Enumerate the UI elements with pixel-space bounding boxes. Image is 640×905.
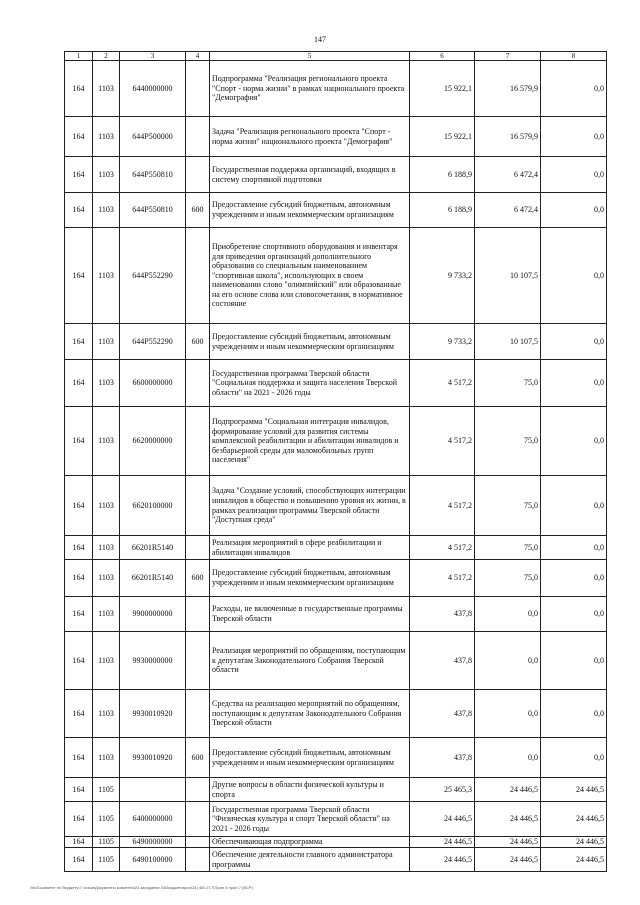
department-code-cell: 164 (65, 597, 93, 632)
section-code-cell: 1105 (93, 778, 120, 802)
amount-col6-cell: 24 446,5 (410, 837, 475, 848)
budget-table (64, 51, 607, 872)
amount-col8-cell: 0,0 (541, 61, 607, 117)
amount-col7-cell: 16 579,9 (475, 61, 541, 117)
item-name-cell: Предоставление субсидий бюджетным, автономным учреждениям и иным некоммерческим организациям (210, 560, 410, 597)
amount-col8-cell: 0,0 (541, 690, 607, 738)
amount-col6-cell: 437,8 (410, 597, 475, 632)
item-name-cell: Обеспечивающая подпрограмма (210, 837, 410, 848)
file-path-footer: \\fs01\комитет по бюджету\7 созыв\Документы комитета\24 заседание 04\Бюджет\прил\24) 460-П-7\Прил 6 прил 7 (ВСР) (30, 885, 253, 890)
table-row (65, 837, 607, 848)
page-number: 147 (314, 35, 326, 44)
amount-col7-cell: 75,0 (475, 407, 541, 476)
item-name-cell: Расходы, не включенные в государственные программы Тверской области (210, 597, 410, 632)
expense-type-cell (186, 117, 210, 157)
header-cell-1: 1 (65, 52, 93, 61)
target-article-cell: 6440000000 (120, 61, 186, 117)
expense-type-cell: 600 (186, 560, 210, 597)
expense-type-cell (186, 690, 210, 738)
department-code-cell: 164 (65, 360, 93, 407)
table-row (65, 690, 607, 738)
amount-col7-cell: 0,0 (475, 597, 541, 632)
expense-type-cell (186, 228, 210, 324)
section-code-cell: 1105 (93, 837, 120, 848)
amount-col6-cell: 15 922,1 (410, 117, 475, 157)
section-code-cell: 1103 (93, 597, 120, 632)
header-cell-2: 2 (93, 52, 120, 61)
amount-col8-cell: 0,0 (541, 738, 607, 778)
department-code-cell: 164 (65, 632, 93, 690)
amount-col7-cell: 75,0 (475, 560, 541, 597)
amount-col8-cell: 0,0 (541, 476, 607, 536)
item-name-cell: Средства на реализацию мероприятий по обращениям, поступающим к депутатам Законодательного Собрания Тверской области (210, 690, 410, 738)
amount-col6-cell: 437,8 (410, 690, 475, 738)
target-article-cell: 9930000000 (120, 632, 186, 690)
header-cell-6: 6 (410, 52, 475, 61)
department-code-cell: 164 (65, 157, 93, 193)
section-code-cell: 1103 (93, 157, 120, 193)
department-code-cell: 164 (65, 802, 93, 837)
header-cell-3: 3 (120, 52, 186, 61)
target-article-cell: 9930010920 (120, 690, 186, 738)
item-name-cell: Предоставление субсидий бюджетным, автономным учреждениям и иным некоммерческим организациям (210, 193, 410, 228)
amount-col7-cell: 0,0 (475, 632, 541, 690)
amount-col6-cell: 24 446,5 (410, 848, 475, 872)
amount-col8-cell: 24 446,5 (541, 848, 607, 872)
amount-col7-cell: 16 579,9 (475, 117, 541, 157)
amount-col7-cell: 10 107,5 (475, 324, 541, 360)
amount-col6-cell: 4 517,2 (410, 536, 475, 560)
amount-col6-cell: 4 517,2 (410, 560, 475, 597)
amount-col8-cell: 0,0 (541, 117, 607, 157)
target-article-cell: 644P550810 (120, 193, 186, 228)
table-row (65, 848, 607, 872)
header-cell-7: 7 (475, 52, 541, 61)
target-article-cell: 9930010920 (120, 738, 186, 778)
section-code-cell: 1103 (93, 536, 120, 560)
expense-type-cell (186, 837, 210, 848)
amount-col8-cell: 0,0 (541, 536, 607, 560)
amount-col6-cell: 4 517,2 (410, 360, 475, 407)
amount-col6-cell: 6 188,9 (410, 193, 475, 228)
department-code-cell: 164 (65, 407, 93, 476)
table-row (65, 61, 607, 117)
target-article-cell: 6600000000 (120, 360, 186, 407)
section-code-cell: 1103 (93, 407, 120, 476)
target-article-cell: 6490100000 (120, 848, 186, 872)
table-body (65, 61, 607, 872)
amount-col6-cell: 6 188,9 (410, 157, 475, 193)
table-row (65, 360, 607, 407)
section-code-cell: 1103 (93, 560, 120, 597)
item-name-cell: Реализация мероприятий по обращениям, поступающим к депутатам Законодательного Собрания Тверской области (210, 632, 410, 690)
table-row (65, 157, 607, 193)
amount-col6-cell: 24 446,5 (410, 802, 475, 837)
target-article-cell (120, 778, 186, 802)
target-article-cell: 66201R5140 (120, 536, 186, 560)
department-code-cell: 164 (65, 117, 93, 157)
amount-col6-cell: 4 517,2 (410, 476, 475, 536)
amount-col6-cell: 15 922,1 (410, 61, 475, 117)
section-code-cell: 1103 (93, 738, 120, 778)
section-code-cell: 1103 (93, 476, 120, 536)
amount-col7-cell: 10 107,5 (475, 228, 541, 324)
amount-col7-cell: 24 446,5 (475, 778, 541, 802)
department-code-cell: 164 (65, 476, 93, 536)
header-cell-4: 4 (186, 52, 210, 61)
table-row (65, 597, 607, 632)
amount-col7-cell: 6 472,4 (475, 193, 541, 228)
item-name-cell: Задача "Создание условий, способствующих интеграции инвалидов в общество и повышению уровня их жизни, в рамках реализации программы Тверской области "Доступная среда" (210, 476, 410, 536)
target-article-cell: 6400000000 (120, 802, 186, 837)
target-article-cell: 6620000000 (120, 407, 186, 476)
item-name-cell: Предоставление субсидий бюджетным, автономным учреждениям и иным некоммерческим организациям (210, 738, 410, 778)
target-article-cell: 644P552290 (120, 324, 186, 360)
amount-col6-cell: 9 733,2 (410, 228, 475, 324)
expense-type-cell (186, 632, 210, 690)
department-code-cell: 164 (65, 738, 93, 778)
amount-col6-cell: 437,8 (410, 632, 475, 690)
amount-col8-cell: 24 446,5 (541, 837, 607, 848)
amount-col7-cell: 75,0 (475, 360, 541, 407)
target-article-cell: 644P500000 (120, 117, 186, 157)
amount-col6-cell: 25 465,3 (410, 778, 475, 802)
item-name-cell: Государственная программа Тверской области "Физическая культура и спорт Тверской области" на 2021 - 2026 годы (210, 802, 410, 837)
target-article-cell: 644P552290 (120, 228, 186, 324)
amount-col8-cell: 24 446,5 (541, 802, 607, 837)
table-row (65, 228, 607, 324)
amount-col7-cell: 6 472,4 (475, 157, 541, 193)
expense-type-cell (186, 61, 210, 117)
amount-col8-cell: 0,0 (541, 407, 607, 476)
amount-col7-cell: 0,0 (475, 738, 541, 778)
item-name-cell: Подпрограмма "Социальная интеграция инвалидов, формирование условий для развития системы комплексной реабилитации и абилитации инвалидов и безбарьерной среды для маломобильных групп населения" (210, 407, 410, 476)
table-row (65, 632, 607, 690)
expense-type-cell: 600 (186, 324, 210, 360)
expense-type-cell (186, 848, 210, 872)
item-name-cell: Государственная поддержка организаций, входящих в систему спортивной подготовки (210, 157, 410, 193)
expense-type-cell (186, 802, 210, 837)
target-article-cell: 644P550810 (120, 157, 186, 193)
department-code-cell: 164 (65, 560, 93, 597)
section-code-cell: 1103 (93, 228, 120, 324)
section-code-cell: 1103 (93, 324, 120, 360)
item-name-cell: Обеспечение деятельности главного администратора программы (210, 848, 410, 872)
expense-type-cell (186, 360, 210, 407)
expense-type-cell (186, 597, 210, 632)
amount-col7-cell: 0,0 (475, 690, 541, 738)
amount-col8-cell: 0,0 (541, 560, 607, 597)
item-name-cell: Реализация мероприятий в сфере реабилитации и абилитации инвалидов (210, 536, 410, 560)
amount-col6-cell: 437,8 (410, 738, 475, 778)
table-row (65, 778, 607, 802)
table-row (65, 476, 607, 536)
section-code-cell: 1103 (93, 61, 120, 117)
amount-col6-cell: 9 733,2 (410, 324, 475, 360)
department-code-cell: 164 (65, 837, 93, 848)
amount-col8-cell: 0,0 (541, 597, 607, 632)
amount-col7-cell: 75,0 (475, 536, 541, 560)
target-article-cell: 6490000000 (120, 837, 186, 848)
item-name-cell: Подпрограмма "Реализация регионального проекта "Спорт - норма жизни" в рамках национального проекта "Демография" (210, 61, 410, 117)
section-code-cell: 1103 (93, 632, 120, 690)
target-article-cell: 9900000000 (120, 597, 186, 632)
header-row (65, 52, 607, 61)
department-code-cell: 164 (65, 778, 93, 802)
expense-type-cell: 600 (186, 193, 210, 228)
amount-col6-cell: 4 517,2 (410, 407, 475, 476)
department-code-cell: 164 (65, 324, 93, 360)
expense-type-cell: 600 (186, 738, 210, 778)
amount-col7-cell: 24 446,5 (475, 848, 541, 872)
table-row (65, 560, 607, 597)
amount-col7-cell: 24 446,5 (475, 837, 541, 848)
table-row (65, 536, 607, 560)
amount-col8-cell: 0,0 (541, 632, 607, 690)
table-row (65, 324, 607, 360)
department-code-cell: 164 (65, 228, 93, 324)
target-article-cell: 6620100000 (120, 476, 186, 536)
table-row (65, 738, 607, 778)
item-name-cell: Приобретение спортивного оборудования и инвентаря для приведения организаций дополнительного образования со специальным наименованием "спортивная школа", использующих в своем наименовании слово "олимпийский" или образованные на его основе слова или словосочетания, в нормативное состояние (210, 228, 410, 324)
table-row (65, 193, 607, 228)
amount-col8-cell: 0,0 (541, 157, 607, 193)
item-name-cell: Государственная программа Тверской области "Социальная поддержка и защита населения Тверской области" на 2021 - 2026 годы (210, 360, 410, 407)
item-name-cell: Другие вопросы в области физической культуры и спорта (210, 778, 410, 802)
item-name-cell: Задача "Реализация регионального проекта "Спорт - норма жизни" национального проекта "Демография" (210, 117, 410, 157)
table-row (65, 802, 607, 837)
table-row (65, 407, 607, 476)
department-code-cell: 164 (65, 536, 93, 560)
department-code-cell: 164 (65, 61, 93, 117)
expense-type-cell (186, 476, 210, 536)
item-name-cell: Предоставление субсидий бюджетным, автономным учреждениям и иным некоммерческим организациям (210, 324, 410, 360)
department-code-cell: 164 (65, 848, 93, 872)
amount-col8-cell: 0,0 (541, 360, 607, 407)
section-code-cell: 1103 (93, 360, 120, 407)
amount-col8-cell: 24 446,5 (541, 778, 607, 802)
header-cell-8: 8 (541, 52, 607, 61)
expense-type-cell (186, 778, 210, 802)
section-code-cell: 1103 (93, 193, 120, 228)
amount-col7-cell: 24 446,5 (475, 802, 541, 837)
expense-type-cell (186, 536, 210, 560)
section-code-cell: 1105 (93, 802, 120, 837)
department-code-cell: 164 (65, 193, 93, 228)
department-code-cell: 164 (65, 690, 93, 738)
amount-col7-cell: 75,0 (475, 476, 541, 536)
header-cell-5: 5 (210, 52, 410, 61)
amount-col8-cell: 0,0 (541, 228, 607, 324)
section-code-cell: 1105 (93, 848, 120, 872)
amount-col8-cell: 0,0 (541, 193, 607, 228)
amount-col8-cell: 0,0 (541, 324, 607, 360)
section-code-cell: 1103 (93, 117, 120, 157)
section-code-cell: 1103 (93, 690, 120, 738)
expense-type-cell (186, 157, 210, 193)
table-row (65, 117, 607, 157)
expense-type-cell (186, 407, 210, 476)
target-article-cell: 66201R5140 (120, 560, 186, 597)
